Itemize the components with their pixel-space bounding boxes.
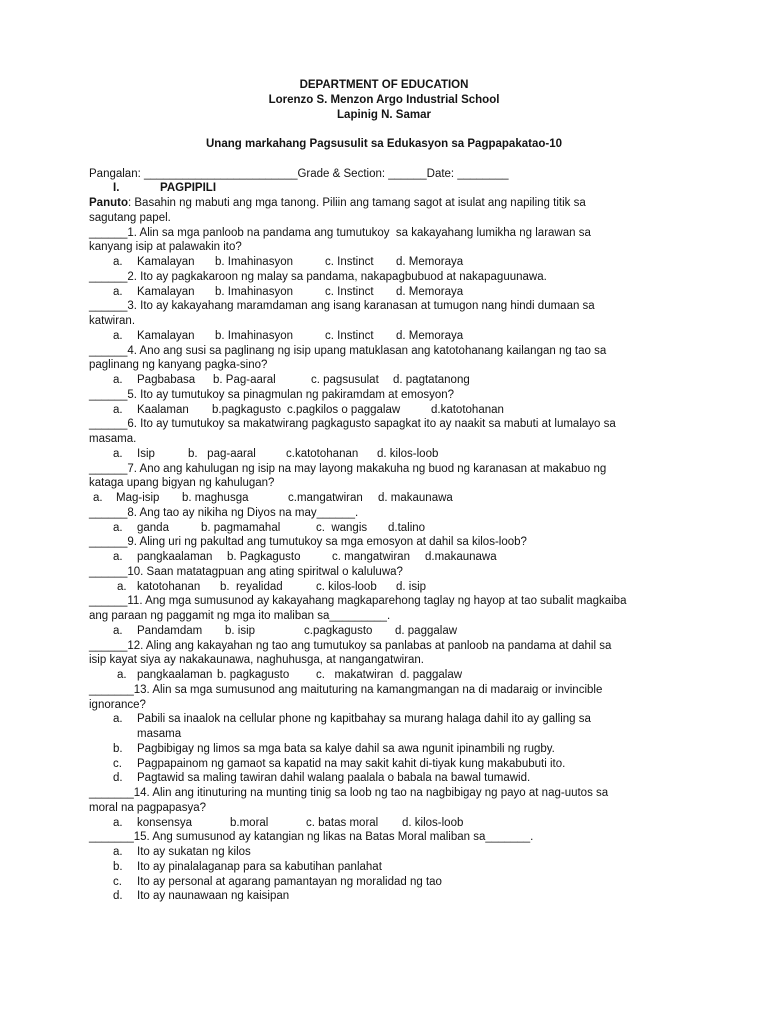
choice-c: c. Instinct: [325, 285, 374, 298]
instructions-label: Panuto: [89, 197, 128, 209]
choice-c: c.katotohanan: [286, 447, 359, 460]
choice-a: Kamalayan: [137, 256, 195, 268]
choice-d: d. Memoraya: [396, 329, 464, 342]
choice-d: d. Memoraya: [396, 285, 464, 298]
department-name: DEPARTMENT OF EDUCATION: [299, 79, 469, 91]
option-marker: b.: [113, 742, 123, 755]
choice-marker: a.: [113, 256, 123, 268]
option-marker: a.: [113, 713, 123, 726]
choice-b: b. Imahinasyon: [215, 329, 293, 342]
question-2: ______2. Ito ay pagkakaroon ng malay sa pandama, nakapagbubuod at nakapaguunawa.: [89, 270, 547, 283]
choice-d: d. paggalaw: [395, 624, 458, 637]
choice-c: c. Instinct: [325, 256, 374, 268]
question-13-option-a-continued: [0, 727, 768, 742]
choice-c: c.pagkagusto: [304, 624, 373, 637]
question-5: ______5. Ito ay tumutukoy sa pinagmulan ng pakiramdam at emosyon?: [89, 388, 455, 401]
section-number: I.: [113, 182, 120, 195]
option-text: Ito ay sukatan ng kilos: [137, 846, 251, 858]
choice-d: d.makaunawa: [425, 551, 497, 563]
choice-c: c. pagsusulat: [311, 374, 379, 386]
instructions-text-continued: sagutang papel.: [89, 211, 171, 224]
choice-a: konsensya: [137, 816, 192, 829]
option-marker: c.: [113, 757, 122, 770]
choice-marker: a.: [113, 551, 123, 563]
choice-d: d.katotohanan: [431, 403, 504, 416]
question-15-option-b: [0, 860, 768, 875]
question-4-choices: [0, 373, 768, 388]
school-location: Lapinig N. Samar: [337, 108, 431, 121]
option-text: Ito ay personal at agarang pamantayan ng moralidad ng tao: [137, 875, 442, 888]
question-11-choices: [0, 624, 768, 639]
question-15-option-c: [0, 875, 768, 890]
exam-document: [0, 78, 768, 904]
option-text: Ito ay pinalalaganap para sa kabutihan panlahat: [137, 860, 382, 873]
question-3-continued: katwiran.: [89, 315, 136, 327]
choice-marker: a.: [93, 492, 103, 504]
choice-b: b. Imahinasyon: [215, 256, 293, 268]
choice-a: pangkaalaman: [137, 551, 213, 563]
choice-b: b. maghusga: [182, 492, 249, 504]
question-4-continued: paglinang ng kanyang pagka-sino?: [89, 359, 268, 372]
option-text: Pabili sa inaalok na cellular phone ng kapitbahay sa murang halaga dahil ito ay galling sa: [137, 713, 591, 726]
question-15-option-d: [0, 889, 768, 904]
question-11: ______11. Ang mga sumusunod ay kakayahang magkaparehong taglay ng hayop at tao subalit magkaiba: [89, 595, 627, 608]
choice-a: ganda: [137, 521, 169, 534]
choice-a: katotohanan: [137, 580, 201, 593]
choice-b: b. pagkagusto: [217, 669, 290, 681]
question-6-choices: [0, 447, 768, 462]
choice-d: d. makaunawa: [378, 492, 453, 504]
choice-marker: a.: [113, 816, 123, 829]
choice-b: b.moral: [230, 816, 269, 829]
question-7-continued: kataga upang bigyan ng kahulugan?: [89, 477, 275, 490]
option-text: masama: [137, 728, 182, 740]
question-13: _______13. Alin sa mga sumusunod ang maituturing na kamangmangan na di madaraig or invincible: [89, 683, 603, 696]
question-13-option-b: [0, 742, 768, 757]
choice-a: Pandamdam: [137, 624, 203, 637]
option-text: Ito ay naunawaan ng kaisipan: [137, 890, 290, 903]
choice-d: d. Memoraya: [396, 256, 464, 268]
school-name: Lorenzo S. Menzon Argo Industrial School: [268, 93, 500, 106]
choice-d: d. kilos-loob: [377, 447, 439, 460]
choice-b: b. pagmamahal: [201, 521, 281, 534]
question-14-choices: [0, 816, 768, 831]
question-1-continued: kanyang isip at palawakin ito?: [89, 241, 242, 254]
choice-marker: a.: [113, 403, 123, 416]
question-5-choices: [0, 403, 768, 418]
choice-d: d. kilos-loob: [402, 816, 464, 829]
section-heading: [0, 181, 768, 196]
question-9: ______9. Aling uri ng pakultad ang tumutukoy sa mga emosyon at dahil sa kilos-loob?: [89, 536, 527, 549]
question-11-continued: ang paraan ng paggamit ng mga ito maliban sa_________.: [89, 610, 391, 622]
option-marker: a.: [113, 846, 123, 858]
question-13-option-c: [0, 757, 768, 772]
student-info-line: Pangalan: ________________________Grade & Section: ______Date: ________: [89, 167, 509, 180]
question-15-option-a: [0, 845, 768, 860]
choice-c: c. mangatwiran: [332, 551, 410, 563]
option-text: Pagtawid sa maling tawiran dahil walang paalala o babala na bawal tumawid.: [137, 772, 531, 785]
question-4: ______4. Ano ang susi sa paglinang ng isip upang matuklasan ang katotohanang kailangan ng tao sa: [89, 344, 607, 357]
option-marker: c.: [113, 875, 122, 888]
blank-line: [0, 122, 768, 137]
question-2-choices: [0, 285, 768, 300]
choice-a: Kamalayan: [137, 285, 195, 298]
instructions: [0, 196, 768, 211]
choice-a: pangkaalaman: [137, 669, 213, 681]
choice-a: Isip: [137, 447, 155, 460]
option-marker: d.: [113, 772, 123, 785]
choice-b: b.pagkagusto: [212, 403, 282, 416]
choice-c: c. wangis: [316, 521, 368, 534]
question-13-continued: ignorance?: [89, 698, 146, 711]
question-7: ______7. Ano ang kahulugan ng isip na may layong makakuha ng buod ng karanasan at makabuo ng: [89, 462, 607, 475]
question-12-choices: [0, 668, 768, 683]
section-title: PAGPIPILI: [160, 182, 217, 195]
choice-c: c. Instinct: [325, 329, 374, 342]
question-13-option-a: [0, 712, 768, 727]
question-3-choices: [0, 329, 768, 344]
choice-a: Kamalayan: [137, 329, 195, 342]
question-14-continued: moral na pagpapasya?: [89, 801, 206, 814]
question-1: ______1. Alin sa mga panloob na pandama ang tumutukoy sa kakayahang lumikha ng larawan sa: [89, 226, 591, 239]
choice-marker: a.: [117, 580, 127, 593]
question-6: ______6. Ito ay tumutukoy sa makatwirang pagkagusto sapagkat ito ay naakit sa mabuti at lumalayo sa: [89, 418, 616, 431]
option-text: Pagpapainom ng gamaot sa kapatid na may sakit kahit di-tiyak kung makabubuti ito.: [137, 757, 566, 770]
choice-b: b. isip: [225, 624, 256, 637]
question-12: ______12. Aling ang kakayahan ng tao ang tumutukoy sa panlabas at panloob na pandama at dahil sa: [89, 639, 612, 652]
instructions-text: : Basahin ng mabuti ang mga tanong. Piliin ang tamang sagot at isulat ang napiling titik sa: [127, 197, 586, 209]
question-9-choices: [0, 550, 768, 565]
choice-c: c. batas moral: [306, 816, 379, 829]
choice-d: d. pagtatanong: [393, 374, 470, 386]
choice-d: d. isip: [396, 580, 427, 593]
choice-b: b. Imahinasyon: [215, 285, 293, 298]
choice-marker: a.: [113, 624, 123, 637]
choice-b: b. reyalidad: [220, 580, 283, 593]
exam-title: Unang markahang Pagsusulit sa Edukasyon sa Pagpapakatao-10: [206, 138, 562, 150]
question-8: ______8. Ang tao ay nikiha ng Diyos na may______.: [89, 506, 359, 519]
question-14: _______14. Alin ang itinuturing na munting tinig sa loob ng tao na nagbibigay ng payo at nag-uutos sa: [89, 787, 609, 799]
question-10: ______10. Saan matatagpuan ang ating spiritwal o kaluluwa?: [89, 565, 403, 578]
option-text: Pagbibigay ng limos sa mga bata sa kalye dahil sa awa ngunit ipinambili ng rugby.: [137, 742, 555, 755]
choice-c: c. kilos-loob: [316, 580, 377, 593]
choice-marker: a.: [113, 521, 123, 534]
choice-d: d.talino: [388, 521, 426, 534]
choice-marker: a.: [113, 447, 123, 460]
choice-d: d. paggalaw: [400, 669, 463, 681]
blank-line: [0, 152, 768, 167]
option-marker: d.: [113, 890, 123, 903]
question-8-choices: [0, 521, 768, 536]
question-3: ______3. Ito ay kakayahang maramdaman ang isang karanasan at tumugon nang hindi dumaan sa: [89, 300, 595, 313]
choice-marker: a.: [113, 329, 123, 342]
question-12-continued: isip kayat siya ay nakakaunawa, naghuhusga, at nangangatwiran.: [89, 654, 425, 667]
question-6-continued: masama.: [89, 433, 137, 445]
question-1-choices: [0, 255, 768, 270]
choice-a: Kaalaman: [137, 403, 189, 416]
choice-c: c.mangatwiran: [288, 492, 363, 504]
choice-marker: a.: [113, 374, 123, 386]
choice-c: c.pagkilos o paggalaw: [287, 403, 401, 416]
question-15: _______15. Ang sumusunod ay katangian ng likas na Batas Moral maliban sa_______.: [89, 831, 534, 844]
choice-marker: a.: [117, 669, 127, 681]
choice-marker: a.: [113, 285, 123, 298]
choice-c: c. makatwiran: [316, 669, 394, 681]
choice-a: Pagbabasa: [137, 374, 196, 386]
question-10-choices: [0, 580, 768, 595]
option-marker: b.: [113, 860, 123, 873]
choice-b: b. Pagkagusto: [227, 551, 301, 563]
choice-a: Mag-isip: [116, 492, 160, 504]
choice-b: b. pag-aaral: [188, 447, 256, 460]
question-13-option-d: [0, 771, 768, 786]
question-7-choices: [0, 491, 768, 506]
choice-b: b. Pag-aaral: [213, 374, 276, 386]
